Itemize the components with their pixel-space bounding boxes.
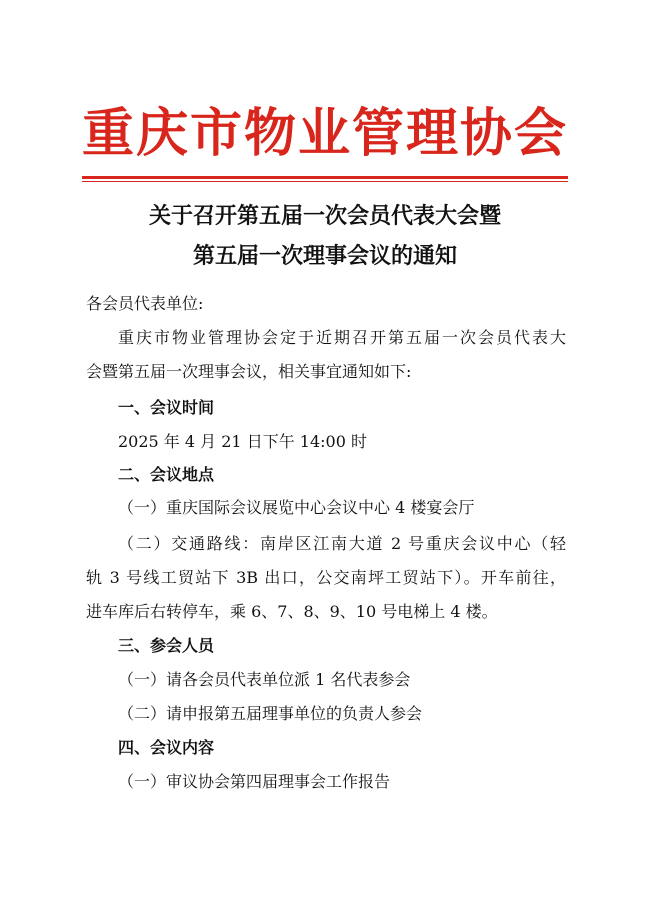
notice-title-line-2: 第五届一次理事会议的通知 [192,243,457,269]
place-item-2-line-2: 轨 3 号线工贸站下 3B 出口，公交南坪工贸站下）。开车前往， [86,568,566,587]
section-heading-attendees: 三、参会人员 [118,636,215,655]
letterhead-red-rule-thin [82,181,568,182]
intro-line-2: 会暨第五届一次理事会议，相关事宜通知如下: [86,362,412,381]
section-heading-content: 四、会议内容 [118,738,215,757]
place-item-2-line-1: （二）交通路线：南岸区江南大道 2 号重庆会议中心（轻 [118,534,566,553]
notice-title-line-1: 关于召开第五届一次会员代表大会暨 [148,203,501,229]
letterhead-org-name: 重庆市物业管理协会 [81,103,568,164]
letterhead-red-rule-thick [82,176,568,179]
attendees-item-2: （二）请申报第五届理事单位的负责人参会 [118,704,423,723]
meeting-time: 2025 年 4 月 21 日下午 14:00 时 [118,432,367,451]
place-item-1: （一）重庆国际会议展览中心会议中心 4 楼宴会厅 [118,498,475,517]
section-heading-time: 一、会议时间 [118,398,215,417]
salutation: 各会员代表单位: [86,294,204,313]
intro-line-1: 重庆市物业管理协会定于近期召开第五届一次会员代表大 [118,328,566,347]
content-item-1: （一）审议协会第四届理事会工作报告 [118,772,391,791]
section-heading-place: 二、会议地点 [118,465,215,484]
attendees-item-1: （一）请各会员代表单位派 1 名代表参会 [118,670,411,689]
place-item-2-line-3: 进车库后右转停车，乘 6、7、8、9、10 号电梯上 4 楼。 [86,602,498,621]
